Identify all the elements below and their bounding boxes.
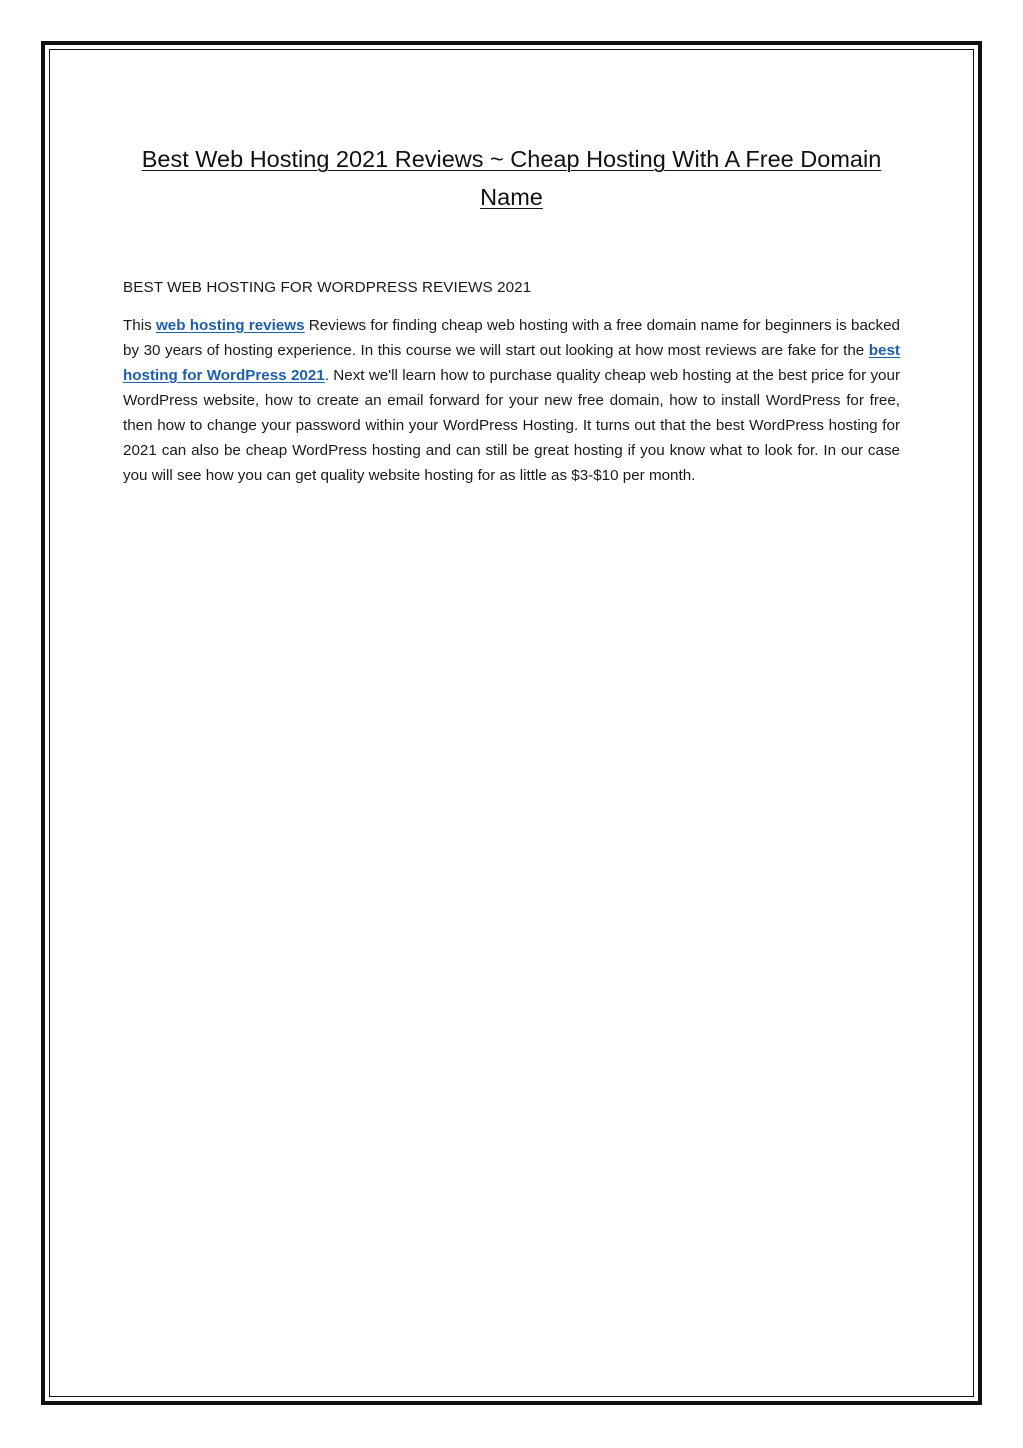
best-hosting-wordpress-link[interactable]: best hosting for WordPress 2021 bbox=[123, 342, 900, 384]
paragraph-text-1: This bbox=[123, 317, 156, 334]
document-title: Best Web Hosting 2021 Reviews ~ Cheap Hosting With A Free Domain Name bbox=[141, 146, 882, 210]
section-heading: BEST WEB HOSTING FOR WORDPRESS REVIEWS 2021 bbox=[123, 279, 532, 296]
web-hosting-reviews-link[interactable]: web hosting reviews bbox=[155, 317, 305, 334]
document-content bbox=[123, 140, 900, 488]
paragraph-text-2: Reviews for finding cheap web hosting with a free domain name for beginners is backed by 30 years of hosting experience. In this course we will start out looking at how most reviews are fake for the bbox=[123, 317, 900, 359]
paragraph-text-3: . Next we'll learn how to purchase quality cheap web hosting at the best price for your WordPress website, how to create an email forward for your new free domain, how to install WordPress for free, then how to change your password within your WordPress Hosting. It turns out that the best WordPress hosting for 2021 can also be cheap WordPress hosting and can still be great hosting if you know what to look for. In our case you will see how you can get quality website hosting for as little as $3-$10 per month. bbox=[123, 367, 900, 484]
body-paragraph bbox=[123, 313, 900, 488]
